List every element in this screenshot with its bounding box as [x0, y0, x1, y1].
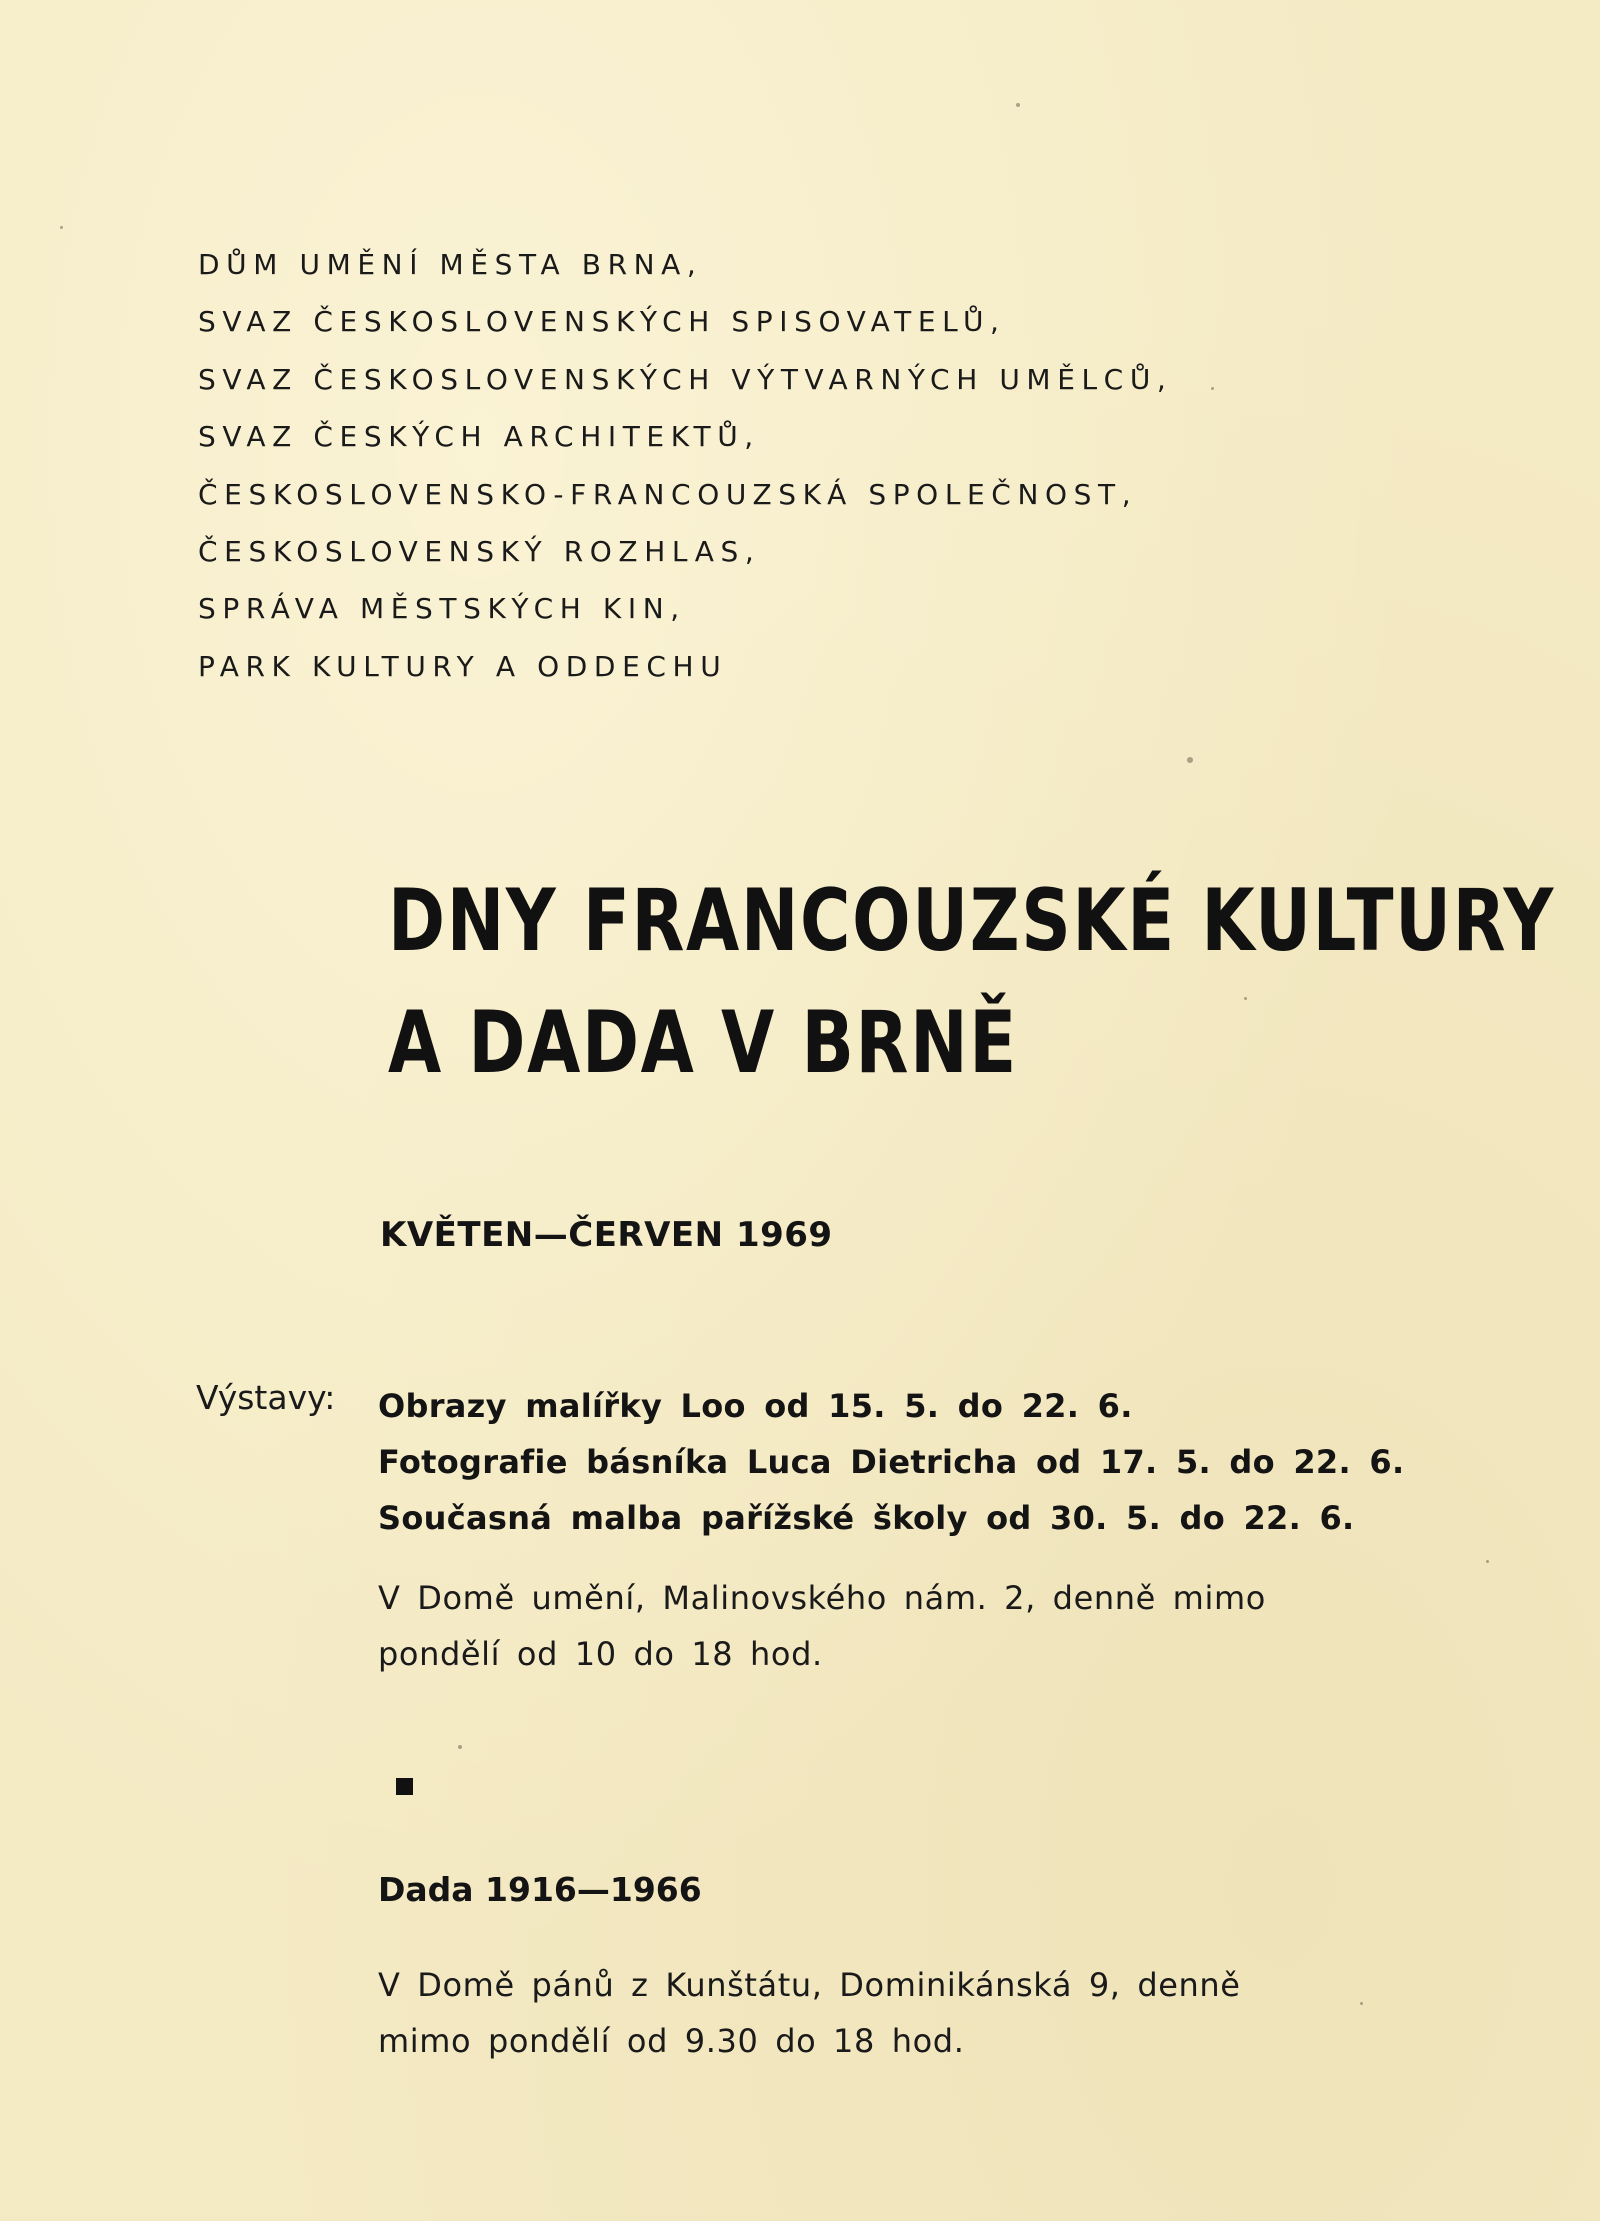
paper-speck: [60, 226, 63, 229]
exhibition-item: Obrazy malířky Loo od 15. 5. do 22. 6.: [378, 1387, 1133, 1425]
paper-speck: [1211, 387, 1214, 390]
organizer-line: SPRÁVA MĚSTSKÝCH KIN,: [198, 592, 686, 626]
title-line-2: A DADA V BRNĚ: [388, 993, 1018, 1093]
title-line-1: DNY FRANCOUZSKÉ KULTURY: [388, 871, 1555, 971]
paper-speck: [1016, 103, 1020, 107]
organizer-line: SVAZ ČESKÝCH ARCHITEKTŮ,: [198, 420, 760, 454]
organizer-line: ČESKOSLOVENSKÝ ROZHLAS,: [198, 535, 761, 569]
dada-heading: Dada 1916—1966: [378, 1870, 702, 1909]
venue-line: V Domě pánů z Kunštátu, Dominikánská 9, denně: [378, 1966, 1241, 2004]
exhibition-item: Fotografie básníka Luca Dietricha od 17. 5. do 22. 6.: [378, 1443, 1405, 1481]
venue-line: pondělí od 10 do 18 hod.: [378, 1635, 823, 1673]
organizer-line: DŮM UMĚNÍ MĚSTA BRNA,: [198, 248, 703, 281]
venue-line: V Domě umění, Malinovského nám. 2, denně mimo: [378, 1579, 1266, 1617]
exhibitions-list: [378, 1378, 1404, 1546]
page-title: [388, 860, 1555, 1104]
paper-speck: [458, 1745, 462, 1749]
exhibitions-venue: [378, 1570, 1358, 1682]
exhibition-item: Současná malba pařížské školy od 30. 5. do 22. 6.: [378, 1499, 1355, 1537]
paper-speck: [1187, 757, 1193, 763]
event-dates: KVĚTEN—ČERVEN 1969: [380, 1215, 833, 1255]
paper-speck: [1360, 2002, 1363, 2005]
dada-venue: [378, 1957, 1358, 2069]
organizers-list: [198, 236, 1172, 695]
organizer-line: SVAZ ČESKOSLOVENSKÝCH VÝTVARNÝCH UMĚLCŮ,: [198, 362, 1173, 396]
organizer-line: SVAZ ČESKOSLOVENSKÝCH SPISOVATELŮ,: [198, 305, 1006, 339]
exhibitions-label: Výstavy:: [196, 1378, 336, 1417]
paper-speck: [1486, 1560, 1489, 1563]
section-bullet: [396, 1778, 413, 1795]
venue-line: mimo pondělí od 9.30 do 18 hod.: [378, 2022, 965, 2060]
organizer-line: ČESKOSLOVENSKO-FRANCOUZSKÁ SPOLEČNOST,: [198, 477, 1138, 511]
organizer-line: PARK KULTURY A ODDECHU: [198, 649, 728, 683]
